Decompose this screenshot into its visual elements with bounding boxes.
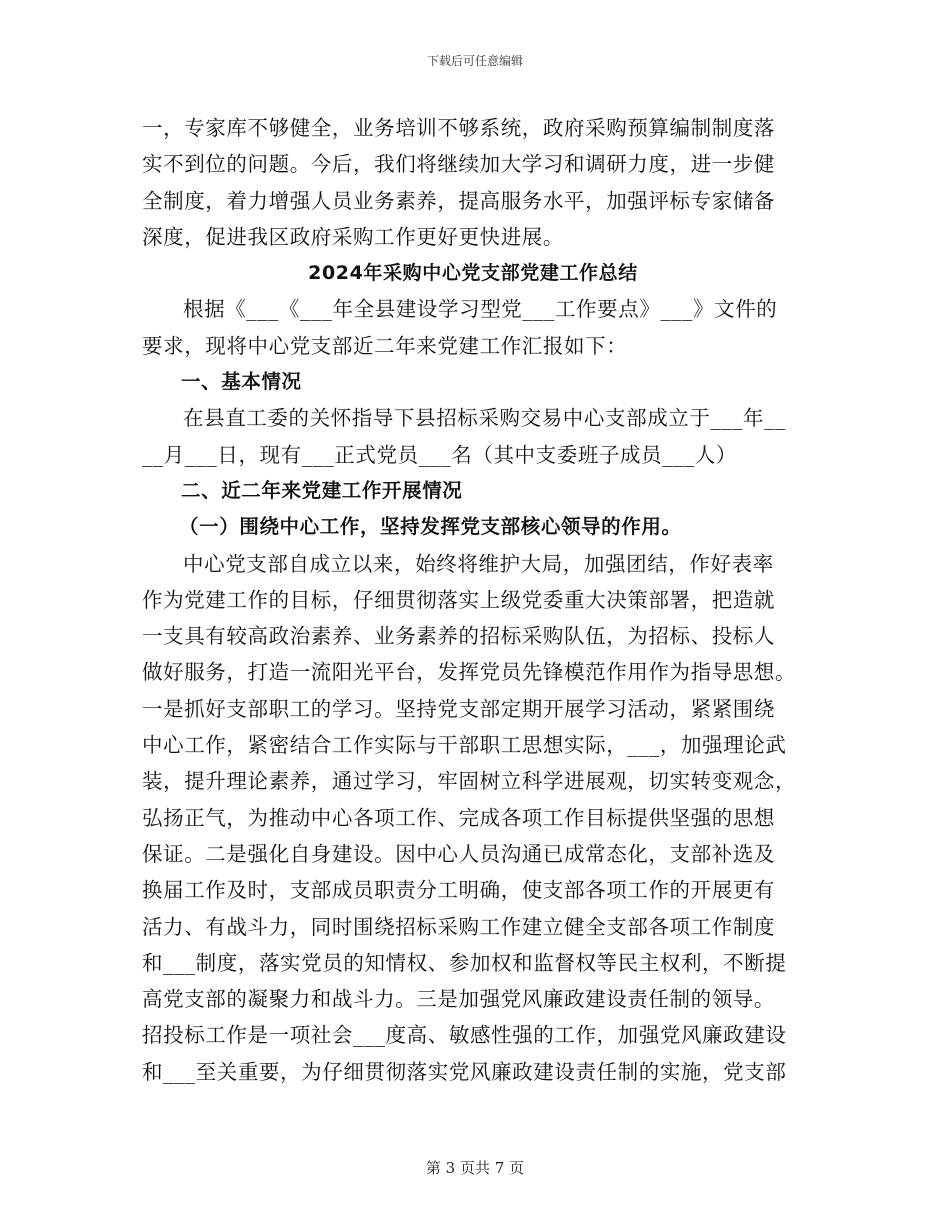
section-heading-basic: 一、基本情况: [181, 370, 302, 394]
paragraph-main: [142, 546, 804, 1090]
paragraph-basic-info: [142, 400, 804, 473]
text-line: 招投标工作是一项社会___度高、敏感性强的工作，加强党风廉政建设: [142, 1023, 787, 1048]
text-line: __月___日，现有___正式党员___名（其中支委班子成员___人）: [142, 442, 737, 467]
page-header: 下载后可任意编辑: [426, 54, 523, 68]
text-line: 中心工作，紧密结合工作实际与干部职工思想实际，___，加强理论武: [142, 733, 787, 758]
text-line: 作为党建工作的目标，仔细贯彻落实上级党委重大决策部署，把造就: [142, 587, 775, 612]
text-line: 换届工作及时，支部成员职责分工明确，使支部各项工作的开展更有: [142, 878, 775, 903]
text-line: 根据《___《___年全县建设学习型党___工作要点》___》文件的: [183, 297, 778, 322]
text-line: 中心党支部自成立以来，始终将维护大局，加强团结，作好表率: [183, 551, 774, 576]
text-line: 活力、有战斗力，同时围绕招标采购工作建立健全支部各项工作制度: [142, 914, 775, 939]
text-line: 在县直工委的关怀指导下县招标采购交易中心支部成立于___年__: [183, 406, 786, 431]
text-line: 弘扬正气，为推动中心各项工作、完成各项工作目标提供坚强的思想: [142, 805, 775, 830]
paragraph-continuation: [142, 110, 804, 255]
page-footer: 第 3 页共 7 页: [425, 1159, 525, 1177]
text-line: 和___至关重要，为仔细贯彻落实党风廉政建设责任制的实施，党支部: [142, 1059, 787, 1084]
text-line: 装，提升理论素养，通过学习，牢固树立科学进展观，切实转变观念，: [142, 769, 797, 794]
document-body: [142, 110, 804, 1090]
text-line: 一支具有较高政治素养、业务素养的招标采购队伍，为招标、投标人: [142, 624, 775, 649]
text-line: 做好服务，打造一流阳光平台，发挥党员先锋模范作用作为指导思想。: [142, 660, 797, 685]
paragraph-intro: [142, 291, 804, 364]
section-heading-progress: 二、近二年来党建工作开展情况: [181, 478, 463, 502]
text-line: 全制度，着力增强人员业务素养，提高服务水平，加强评标专家储备: [142, 188, 775, 213]
subsection-heading: （一）围绕中心工作，坚持发挥党支部核心领导的作用。: [179, 515, 682, 539]
text-line: 保证。二是强化自身建设。因中心人员沟通已成常态化，支部补选及: [142, 841, 775, 866]
text-line: 一是抓好支部职工的学习。坚持党支部定期开展学习活动，紧紧围绕: [142, 696, 775, 721]
document-title: 2024年采购中心党支部党建工作总结: [308, 262, 638, 285]
text-line: 实不到位的问题。今后，我们将继续加大学习和调研力度，进一步健: [142, 152, 775, 177]
text-line: 深度，促进我区政府采购工作更好更快进展。: [142, 224, 564, 249]
text-line: 要求，现将中心党支部近二年来党建工作汇报如下：: [142, 333, 628, 358]
text-line: 高党支部的凝聚力和战斗力。三是加强党风廉政建设责任制的领导。: [142, 987, 775, 1012]
text-line: 和___制度，落实党员的知情权、参加权和监督权等民主权利，不断提: [142, 950, 787, 975]
text-line: 一，专家库不够健全，业务培训不够系统，政府采购预算编制制度落: [142, 116, 775, 140]
